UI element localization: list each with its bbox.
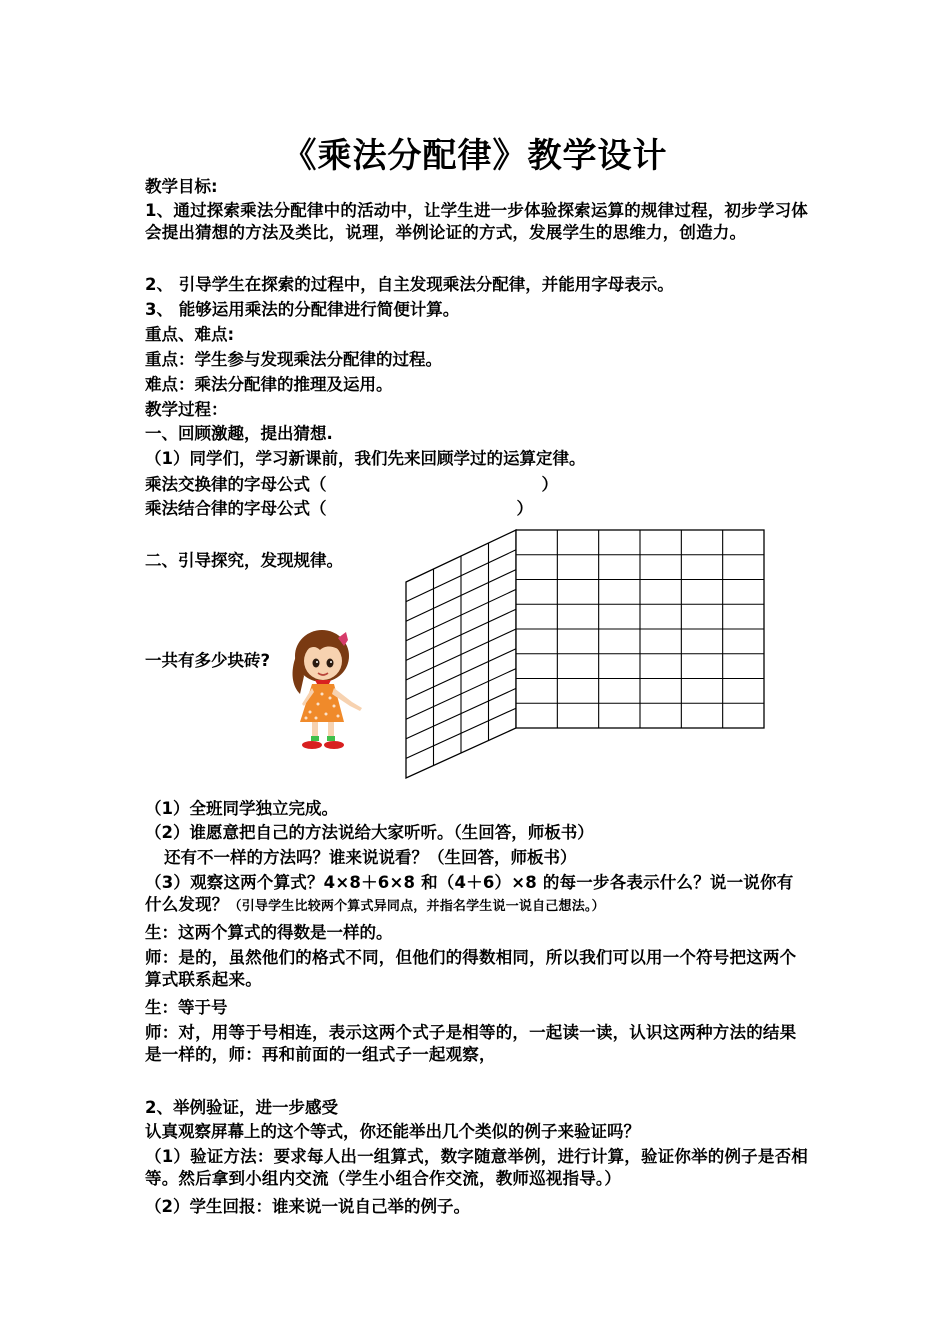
commutative-label: 乘法交换律的字母公式（	[145, 475, 327, 494]
associative-close: ）	[516, 499, 533, 518]
objectives-heading: 教学目标:	[145, 177, 218, 196]
associative-label: 乘法结合律的字母公式（	[145, 499, 327, 518]
objective-1: 1、通过探索乘法分配律中的活动中，让学生进一步体验探索运算的规律过程，初步学习体会提出猜想的方法及类比，说理，举例论证的方式，发展学生的思维力，创造力。	[145, 201, 808, 242]
section1-title: 一、回顾激趣，提出猜想.	[145, 424, 333, 443]
section2-step2: （2）谁愿意把自己的方法说给大家听听。（生回答，师板书）	[145, 823, 594, 842]
part2-title: 2、举例验证，进一步感受	[145, 1098, 338, 1117]
right-brick-wall	[516, 530, 764, 728]
associative-formula-line	[145, 498, 533, 520]
section1-step1: （1）同学们，学习新课前，我们先来回顾学过的运算定律。	[145, 449, 586, 468]
section2-step3-note: （引导学生比较两个算式异同点，并指名学生说一说自己想法。）	[228, 899, 605, 914]
girl-cartoon-icon	[282, 626, 374, 756]
commutative-formula-line	[145, 474, 558, 496]
key-points-heading: 重点、难点:	[145, 325, 235, 344]
section2-step1: （1）全班同学独立完成。	[145, 799, 338, 818]
objective-3: 3、 能够运用乘法的分配律进行简便计算。	[145, 300, 460, 319]
objective-2: 2、 引导学生在探索的过程中，自主发现乘法分配律，并能用字母表示。	[145, 275, 674, 294]
left-brick-wall	[406, 530, 516, 778]
difficulty-point: 难点：乘法分配律的推理及运用。	[145, 375, 393, 394]
student-answer-2: 生：等于号	[145, 998, 228, 1017]
process-heading: 教学过程：	[145, 400, 228, 419]
part2-intro: 认真观察屏幕上的这个等式，你还能举出几个类似的例子来验证吗？	[145, 1122, 640, 1141]
brick-question: 一共有多少块砖?	[145, 651, 271, 670]
key-point: 重点：学生参与发现乘法分配律的过程。	[145, 350, 442, 369]
part2-step2: （2）学生回报：谁来说一说自己举的例子。	[145, 1197, 470, 1216]
section2-step3-text: （3）观察这两个算式？4×8＋6×8 和（4＋6）×8 的每一步各表示什么？说一说你有什么发现？	[145, 873, 794, 914]
teacher-remark-2: 师：对，用等于号相连，表示这两个式子是相等的，一起读一读，认识这两种方法的结果是一样的，师：再和前面的一组式子一起观察，	[145, 1023, 797, 1064]
teacher-remark-1: 师：是的，虽然他们的格式不同，但他们的得数相同，所以我们可以用一个符号把这两个算式联系起来。	[145, 948, 797, 989]
section2-step3	[145, 872, 810, 918]
section2-title: 二、引导探究，发现规律。	[145, 551, 343, 570]
section2-step2b: 还有不一样的方法吗？谁来说说看？（生回答，师板书）	[164, 848, 577, 867]
page-title: 《乘法分配律》教学设计	[282, 136, 668, 176]
student-answer-1: 生：这两个算式的得数是一样的。	[145, 923, 393, 942]
brick-wall-illustration	[400, 528, 770, 782]
part2-step1: （1）验证方法：要求每人出一组算式，数字随意举例，进行计算，验证你举的例子是否相等。然后拿到小组内交流（学生小组合作交流，教师巡视指导。）	[145, 1147, 808, 1188]
commutative-close: ）	[541, 475, 558, 494]
